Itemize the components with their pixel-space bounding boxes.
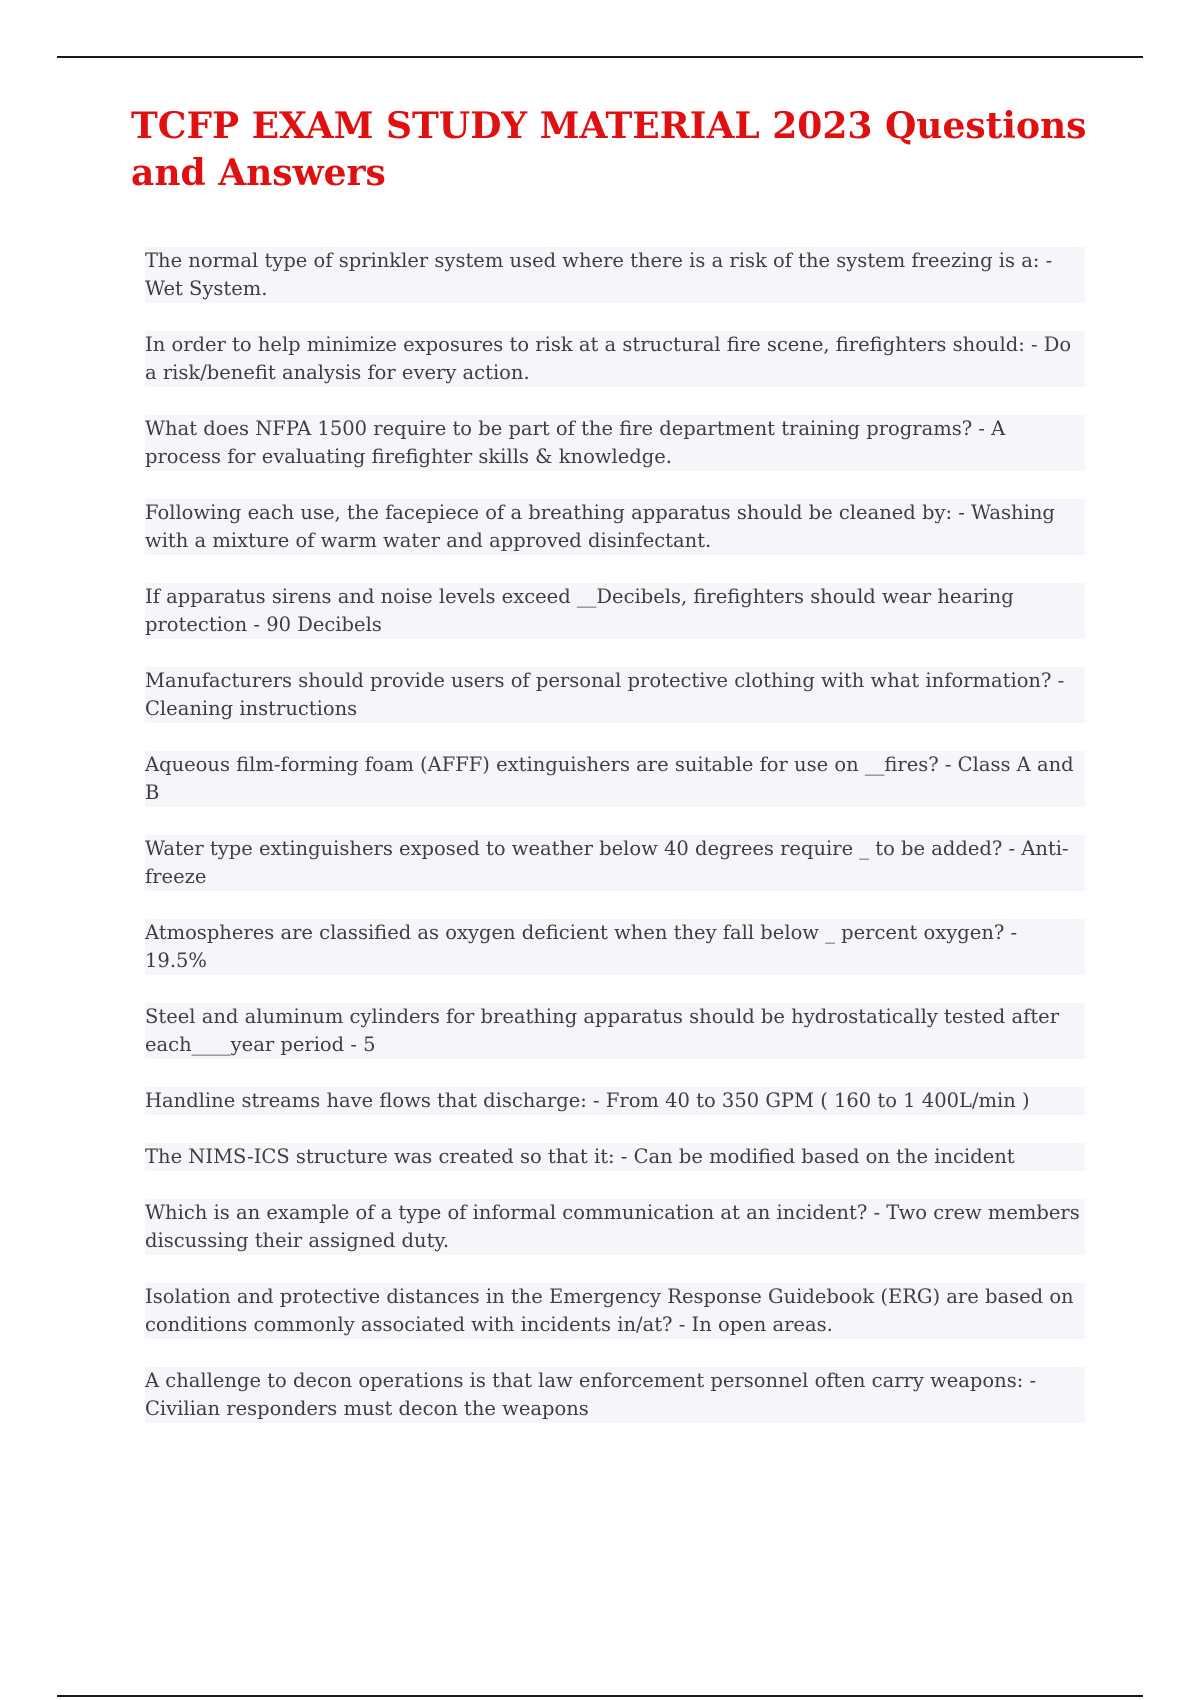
qa-item: The NIMS-ICS structure was created so that it: - Can be modified based on the incident [145,1143,1085,1171]
qa-item: If apparatus sirens and noise levels exceed __Decibels, firefighters should wear hearing protection - 90 Decibels [145,583,1085,639]
qa-list [145,247,1085,1451]
header-rule [57,56,1143,58]
qa-item: A challenge to decon operations is that law enforcement personnel often carry weapons: - Civilian responders must decon the weapons [145,1367,1085,1423]
qa-item: Water type extinguishers exposed to weather below 40 degrees require _ to be added? - Anti-freeze [145,835,1085,891]
qa-item: The normal type of sprinkler system used where there is a risk of the system freezing is a: - Wet System. [145,247,1085,303]
qa-item: Which is an example of a type of informal communication at an incident? - Two crew members discussing their assigned duty. [145,1199,1085,1255]
document-title: TCFP EXAM STUDY MATERIAL 2023 Questions and Answers [131,105,1087,194]
qa-item: In order to help minimize exposures to risk at a structural fire scene, firefighters should: - Do a risk/benefit analysis for every action. [145,331,1085,387]
qa-item: Handline streams have flows that discharge: - From 40 to 350 GPM ( 160 to 1 400L/min ) [145,1087,1085,1115]
qa-item: Aqueous film-forming foam (AFFF) extinguishers are suitable for use on __fires? - Class A and B [145,751,1085,807]
footer-rule [57,1695,1143,1697]
qa-item: Steel and aluminum cylinders for breathing apparatus should be hydrostatically tested after each____year period - 5 [145,1003,1085,1059]
qa-item: Following each use, the facepiece of a breathing apparatus should be cleaned by: - Washing with a mixture of warm water and approved disinfectant. [145,499,1085,555]
qa-item: Atmospheres are classified as oxygen deficient when they fall below _ percent oxygen? - 19.5% [145,919,1085,975]
qa-item: Isolation and protective distances in the Emergency Response Guidebook (ERG) are based on conditions commonly associated with incidents in/at? - In open areas. [145,1283,1085,1339]
qa-item: What does NFPA 1500 require to be part of the fire department training programs? - A process for evaluating firefighter skills & knowledge. [145,415,1085,471]
qa-item: Manufacturers should provide users of personal protective clothing with what information? - Cleaning instructions [145,667,1085,723]
